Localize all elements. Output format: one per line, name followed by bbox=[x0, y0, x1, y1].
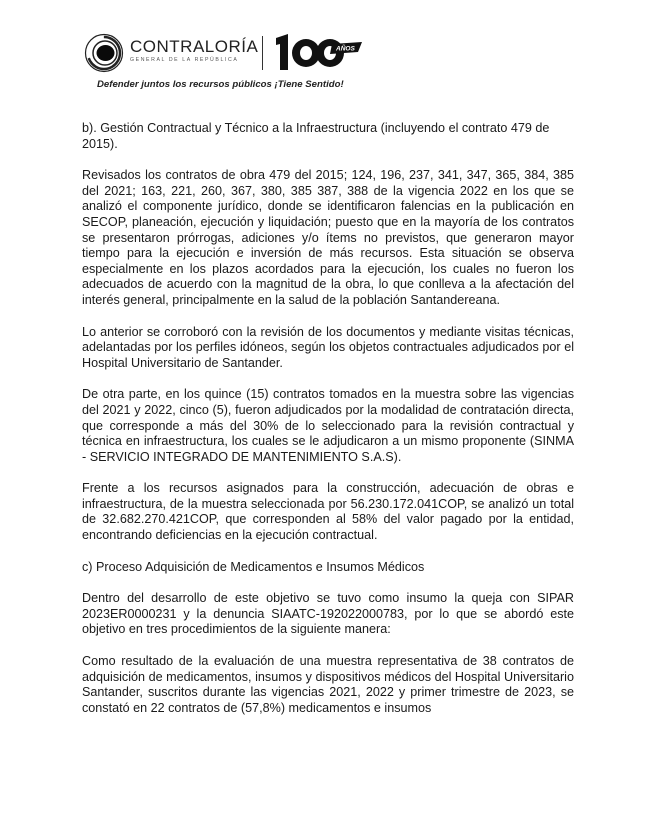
tagline-regular: Defender juntos los recursos públicos bbox=[97, 79, 275, 90]
anniversary-100-logo-icon bbox=[272, 30, 364, 74]
logo-name: CONTRALORÍA bbox=[130, 37, 259, 56]
logo-text bbox=[130, 38, 258, 63]
logo-subtitle: GENERAL DE LA REPÚBLICA bbox=[130, 57, 239, 63]
paragraph-evaluation-result: Como resultado de la evaluación de una muestra representativa de 38 contratos de adquisición de medicamentos, insumos y dispositivos médicos del Hospital Universitario Santander, suscritos durante las vigencias 2021, 2022 y primer trimestre de 2023, se constató en 22 contratos de (57,8%) medicamentos e insumos bbox=[82, 654, 574, 715]
section-c-heading: c) Proceso Adquisición de Medicamentos e Insumos Médicos bbox=[82, 559, 425, 574]
tagline-emphasis: ¡Tiene Sentido! bbox=[274, 79, 344, 90]
contraloria-logo-icon bbox=[84, 33, 124, 73]
anniversary-label: AÑOS bbox=[336, 45, 355, 53]
section-b-heading: b). Gestión Contractual y Técnico a la Infraestructura (incluyendo el contrato 479 de 2015). bbox=[82, 121, 550, 151]
tagline bbox=[97, 79, 344, 90]
logo-divider bbox=[262, 36, 263, 70]
paragraph-direct-contracting: De otra parte, en los quince (15) contratos tomados en la muestra sobre las vigencias del 2021 y 2022, cinco (5), fueron adjudicados por la modalidad de contratación directa, que corresponde a más del 30% de lo seleccionado para la revisión contractual y técnica en infraestructura, los cuales se le adjudicaron a un mismo proponente (SINMA - SERVICIO INTEGRADO DE MANTENIMIENTO S.A.S). bbox=[82, 387, 574, 464]
paragraph-contracts-reviewed: Revisados los contratos de obra 479 del 2015; 124, 196, 237, 341, 347, 365, 384, 385 del 2021; 163, 221, 260, 367, 380, 385 387, 388 de la vigencia 2022 en los que se analizó el componente jurídico, donde se identificaron falencias en la publicación en SECOP, planeación, ejecución y liquidación; puesto que en la mayoría de los contratos se presentaron prórrogas, adiciones y/o ítems no previstos, que generaron mayor tiempo para la ejecución e inversión de más recursos. Esta situación se observa especialmente en los plazos acordados para la ejecución, los cuales no fueron los adecuados de acuerdo con la magnitud de la obra, lo que conlleva a la afectación del interés general, principalmente en la salud de la población Santandereana. bbox=[82, 168, 574, 307]
document-body bbox=[82, 121, 574, 716]
paragraph-corroboration: Lo anterior se corroboró con la revisión de los documentos y mediante visitas técnicas, adelantadas por los perfiles idóneos, según los objetos contractuales adjudicados por el Hospital Universitario de Santander. bbox=[82, 324, 574, 370]
document-header bbox=[0, 0, 650, 100]
paragraph-objective-input: Dentro del desarrollo de este objetivo se tuvo como insumo la queja con SIPAR 2023ER0000231 y la denuncia SIAATC-192022000783, por lo que se abordó este objetivo en tres procedimientos de la siguiente manera: bbox=[82, 591, 574, 637]
paragraph-resources: Frente a los recursos asignados para la construcción, adecuación de obras e infraestructura, de la muestra seleccionada por 56.230.172.041COP, se analizó un total de 32.682.270.421COP, que corresponden al 58% del valor pagado por la entidad, encontrando deficiencias en la ejecución contractual. bbox=[82, 481, 574, 543]
